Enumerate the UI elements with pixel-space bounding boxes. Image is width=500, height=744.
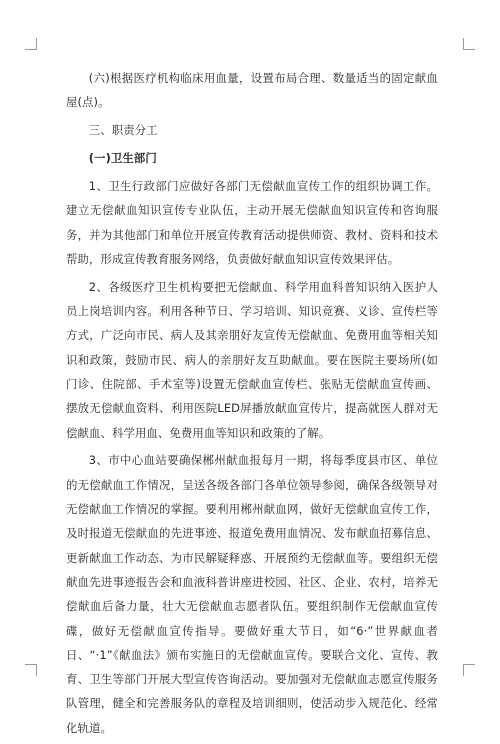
crop-mark-top-right [463, 38, 475, 50]
paragraph-item-3: 3、市中心血站要确保郴州献血报每月一期，将每季度县市区、单位的无偿献血工作情况，呈送各级各部门各单位领导参阅，确保各级领导对无偿献血工作情况的掌握。要利用郴州献血网，做好无偿献血宣传工作，及时报道无偿献血的先进事迹、报道免费用血情况、发布献血招募信息、更新献血工作动态、为市民解疑释惑、开展预约无偿献血等。要组织无偿献血先进事迹报告会和血液科普讲座进校园、社区、企业、农村，培养无偿献血后备力量，壮大无偿献血志愿者队伍。要组织制作无偿献血宣传碟，做好无偿献血宣传指导。要做好重大节日，如“6·”世界献血者日、“·1”《献血法》颁布实施日的无偿献血宣传。要联合文化、宣传、教育、卫生等部门开展大型宣传咨询活动。要加强对无偿献血志愿宣传服务队管理，健全和完善服务队的章程及培训细则，使活动步入规范化、经常化轨道。 [66, 453, 438, 735]
paragraph-item-1: 1、卫生行政部门应做好各部门无偿献血宣传工作的组织协调工作。建立无偿献血知识宣传专业队伍，主动开展无偿献血知识宣传和咨询服务，并为其他部门和单位开展宣传教育活动提供师资、教材、资料和技术帮助，形成宣传教育服务网络，负责做好献血知识宣传效果评估。 [66, 178, 438, 266]
crop-mark-top-left [25, 38, 37, 50]
paragraph-item-2: 2、各级医疗卫生机构要把无偿献血、科学用血科普知识纳入医护人员上岗培训内容。利用各种节日、学习培训、知识竞赛、义诊、宣传栏等方式，广泛向市民、病人及其亲朋好友宣传无偿献血、免费用血等相关知识和政策，鼓励市民、病人的亲朋好友互助献血。要在医院主要场所(如门诊、住院部、手术室等)设置无偿献血宣传栏、张贴无偿献血宣传画、摆放无偿献血资料、利用医院LED屏播放献血宣传片，提高就医人群对无偿献血、科学用血、免费用血等知识和政策的了解。 [66, 279, 438, 440]
section-heading-responsibilities: 三、职责分工 [88, 123, 158, 138]
crop-mark-bottom-right [463, 664, 475, 676]
document-body [66, 66, 438, 744]
paragraph-fixed-donation-points: (六)根据医疗机构临床用血量，设置布局合理、数量适当的固定献血屋(点)。 [66, 71, 438, 110]
subsection-heading-health-department: (一)卫生部门 [88, 151, 157, 166]
crop-mark-bottom-left [25, 664, 37, 676]
